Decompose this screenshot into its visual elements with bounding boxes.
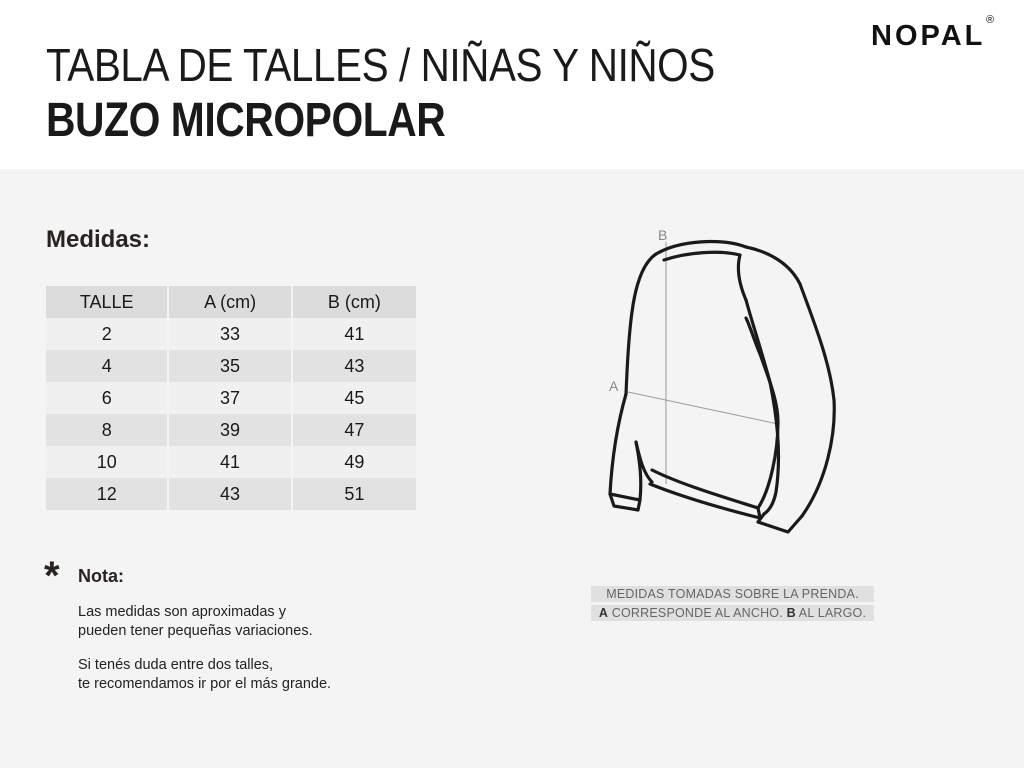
brand-logo: NOPAL: [871, 20, 986, 52]
length-cell: 45: [292, 382, 416, 414]
size-cell: 12: [46, 478, 168, 510]
width-cell: 41: [168, 446, 291, 478]
note-text-line: pueden tener pequeñas variaciones.: [78, 623, 313, 639]
caption-letter-b: B: [786, 606, 796, 620]
sweatshirt-outline: [610, 242, 834, 532]
table-row: [46, 478, 416, 510]
measure-line-a: [628, 392, 778, 424]
length-cell: 43: [292, 350, 416, 382]
table-row: [46, 446, 416, 478]
length-cell: 51: [292, 478, 416, 510]
length-cell: 49: [292, 446, 416, 478]
size-cell: 10: [46, 446, 168, 478]
width-cell: 39: [168, 414, 291, 446]
width-cell: 37: [168, 382, 291, 414]
size-table: [46, 286, 416, 510]
caption-letter-a: A: [598, 606, 609, 620]
size-cell: 8: [46, 414, 168, 446]
table-row: [46, 382, 416, 414]
page-title: TABLA DE TALLES / NIÑAS Y NIÑOS: [46, 39, 715, 91]
column-header-talle: TALLE: [46, 286, 168, 318]
width-cell: 33: [168, 318, 291, 350]
caption-text: CORRESPONDE AL ANCHO.: [608, 606, 787, 620]
label-a: A: [609, 378, 619, 394]
note-title: Nota:: [78, 566, 124, 586]
table-row: [46, 350, 416, 382]
table-header-row: [46, 286, 416, 318]
product-title: BUZO MICROPOLAR: [46, 94, 446, 147]
width-cell: 35: [168, 350, 291, 382]
asterisk-icon: *: [44, 554, 60, 598]
sweatshirt-diagram: [600, 222, 850, 542]
length-cell: 47: [292, 414, 416, 446]
label-b: B: [658, 227, 668, 243]
column-header-b: B (cm): [292, 286, 416, 318]
width-cell: 43: [168, 478, 291, 510]
table-row: [46, 318, 416, 350]
note-text-line: Las medidas son aproximadas y: [78, 604, 286, 620]
caption-text-end: AL LARGO.: [795, 606, 867, 620]
note-text-line: Si tenés duda entre dos talles,: [78, 657, 274, 673]
diagram-caption-line2: [591, 605, 874, 621]
table-row: [46, 414, 416, 446]
size-cell: 6: [46, 382, 168, 414]
registered-mark: ®: [986, 14, 995, 26]
diagram-caption-line1: MEDIDAS TOMADAS SOBRE LA PRENDA.: [591, 586, 874, 602]
size-cell: 2: [46, 318, 168, 350]
note-text-line: te recomendamos ir por el más grande.: [78, 676, 332, 692]
length-cell: 41: [292, 318, 416, 350]
measures-heading: Medidas:: [46, 226, 151, 253]
header: [0, 0, 1024, 169]
size-cell: 4: [46, 350, 168, 382]
column-header-a: A (cm): [168, 286, 291, 318]
